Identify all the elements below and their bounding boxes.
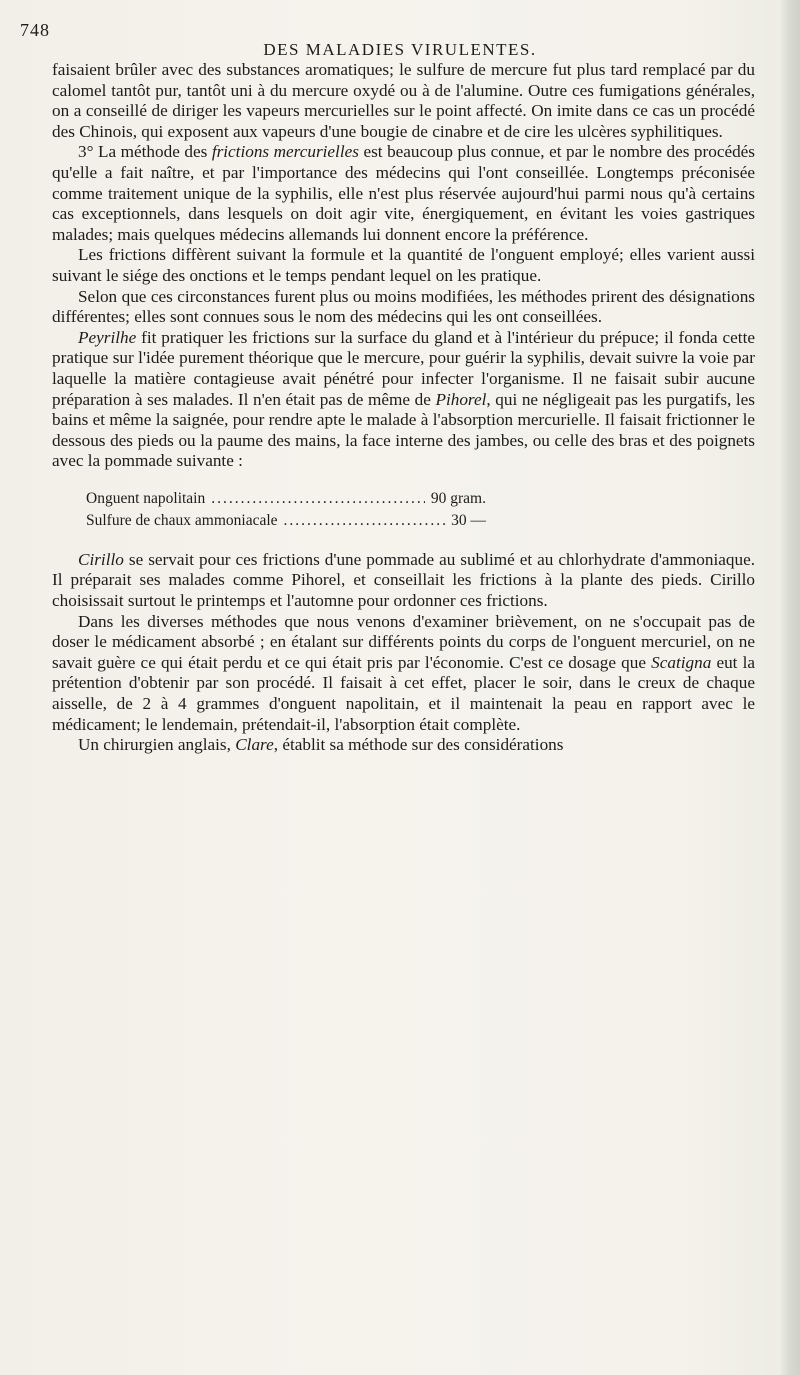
paragraph-scatigna: Dans les diverses méthodes que nous venons d'examiner brièvement, on ne s'occupait pas de doser le médicament absorbé ; en étalant sur différents points du corps de l'onguent mercuriel, on ne savait guère ce qui était perdu et ce qui était pris par l'économie. C'est ce dosage que Scatigna eut la prétention d'obtenir par son procédé. Il faisait à cet effet, placer le soir, dans le creux de chaque aisselle, de 2 à 4 grammes d'onguent napolitain, et il maintenait la peau en rapport avec le médicament; le lendemain, prétendait-il, l'absorption était complète.: [52, 611, 756, 734]
author-name: Peyrilhe: [78, 327, 137, 347]
formula-row: [86, 510, 486, 532]
page-edge-shadow: [778, 0, 800, 1375]
leader-dots: [284, 510, 446, 532]
author-name: Pihorel: [435, 389, 487, 409]
paragraph-clare: Un chirurgien anglais, Clare, établit sa méthode sur des considérations: [78, 735, 564, 755]
author-name: Clare: [235, 735, 274, 755]
paragraph-frictions-method: 3° La méthode des frictions mercurielles est beaucoup plus connue, et par le nombre des procédés qu'elle a fait naître, et par l'importance des médecins qui l'ont conseillée. Longtemps préconisée comme traitement unique de la syphilis, elle n'est plus réservée aujourd'hui parmi nous qu'à certains cas exceptionnels, dans lesquels on doit agir vite, énergiquement, en évitant les voies gastriques malades; mais quelques médecins allemands lui donnent encore la préférence.: [52, 142, 755, 244]
section-number: 3°: [78, 142, 94, 162]
ointment-formula: [52, 488, 755, 532]
paragraph-methods-names: Selon que ces circonstances furent plus ou moins modifiées, les méthodes prirent des désignations différentes; elles sont connues sous le nom des médecins qui les ont conseillées.: [52, 286, 755, 327]
formula-quantity: 30 —: [451, 511, 486, 529]
body-text: [52, 60, 755, 756]
formula-quantity: 90 gram.: [430, 489, 486, 507]
paragraph-frictions-differ: Les frictions diffèrent suivant la formule et la quantité de l'onguent employé; elles varient aussi suivant le siége des onctions et le temps pendant lequel on les pratique.: [52, 245, 755, 285]
term-frictions-mercurielles: frictions mercurielles: [211, 142, 359, 162]
formula-ingredient: Onguent napolitain: [86, 489, 206, 507]
formula-row: [86, 488, 486, 510]
leader-dots: [211, 488, 425, 510]
paragraph-cirillo: Cirillo se servait pour ces frictions d'une pommade au sublimé et au chlorhydrate d'ammoniaque. Il préparait ses malades comme Pihorel, et conseillait les frictions à la plante des pieds. Cirillo choisissait surtout le printemps et l'automne pour ordonner ces frictions.: [52, 549, 756, 611]
paragraph-peyrilhe: Peyrilhe fit pratiquer les frictions sur la surface du gland et à l'intérieur du prépuce; il fonda cette pratique sur l'idée purement théorique que le mercure, pour guérir la syphilis, devait suivre la voie par laquelle la matière contagieuse avait pénétré pour infecter l'organisme. Il ne faisait subir aucune préparation à ses malades. Il n'en était pas de même de Pihorel, qui ne négligeait pas les purgatifs, les bains et même la saignée, pour rendre apte le malade à l'absorption mercurielle. Il faisait frictionner le dessous des pieds ou la paume des mains, la face interne des jambes, ou celle des bras et des poignets avec la pommade suivante :: [52, 327, 755, 471]
author-name: Cirillo: [78, 549, 124, 569]
page-number: 748: [20, 20, 50, 40]
formula-ingredient: Sulfure de chaux ammoniacale: [86, 511, 278, 529]
author-name: Scatigna: [651, 652, 712, 672]
running-title: DES MALADIES VIRULENTES.: [263, 40, 537, 59]
paragraph-fumigations: faisaient brûler avec des substances aromatiques; le sulfure de mercure fut plus tard remplacé par du calomel tantôt pur, tantôt uni à du mercure oxydé ou à de l'alumine. Outre ces fumigations générales, on a conseillé de diriger les vapeurs mercurielles sur le point affecté. On imite dans ce cas un procédé des Chinois, qui exposent aux vapeurs d'une bougie de cinabre et de cire les ulcères syphilitiques.: [52, 60, 755, 141]
